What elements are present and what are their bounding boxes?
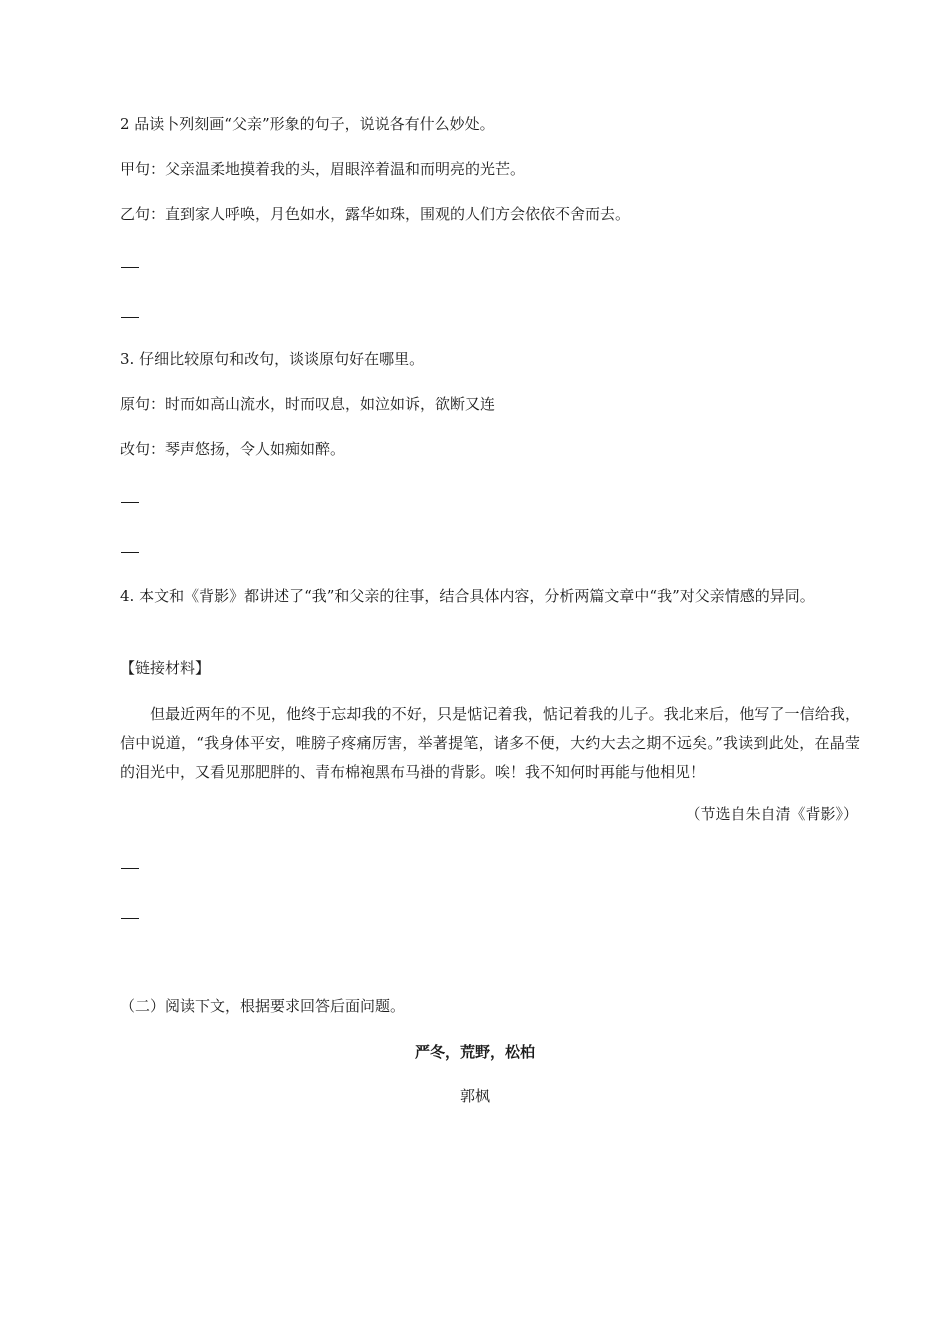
answer-blank[interactable]	[121, 868, 139, 869]
link-material-text: 但最近两年的不见，他终于忘却我的不好，只是惦记着我，惦记着我的儿子。我北来后，他写了一信给我，信中说道，“我身体平安，唯膀子疼痛厉害，举著提笔，诸多不便，大约大去之期不远矣。”我读到此处，在晶莹的泪光中，又看见那肥胖的、青布棉袍黑布马褂的背影。唉！我不知何时再能与他相见！	[120, 705, 860, 781]
question-4-prompt: 4. 本文和《背影》都讲述了“我”和父亲的往事，结合具体内容，分析两篇文章中“我”对父亲情感的异同。	[120, 587, 815, 605]
question-2-sentence-a: 甲句：父亲温柔地摸着我的头，眉眼淬着温和而明亮的光芒。	[120, 160, 526, 178]
answer-blank[interactable]	[121, 317, 139, 318]
question-3-revised: 改句：琴声悠扬，令人如痴如醉。	[120, 440, 346, 458]
question-3-prompt: 3. 仔细比较原句和改句，谈谈原句好在哪里。	[120, 350, 425, 368]
answer-blank[interactable]	[121, 267, 139, 268]
link-material-source: （节选自朱自清《背影》）	[685, 805, 858, 823]
question-2-prompt: 2 品读卜列刻画“父亲”形象的句子，说说各有什么妙处。	[120, 115, 495, 133]
link-material-heading: 【链接材料】	[120, 659, 211, 677]
article-author: 郭枫	[459, 1087, 490, 1105]
question-3-original: 原句：时而如高山流水，时而叹息，如泣如诉，欲断又连	[120, 395, 496, 413]
article-title: 严冬，荒野，松柏	[414, 1043, 535, 1061]
question-2-sentence-b: 乙句：直到家人呼唤，月色如水，露华如珠，围观的人们方会依依不舍而去。	[120, 205, 631, 223]
answer-blank[interactable]	[121, 502, 139, 503]
answer-blank[interactable]	[121, 918, 139, 919]
section-2-intro: （二）阅读下文，根据要求回答后面问题。	[120, 997, 406, 1015]
answer-blank[interactable]	[121, 552, 139, 553]
